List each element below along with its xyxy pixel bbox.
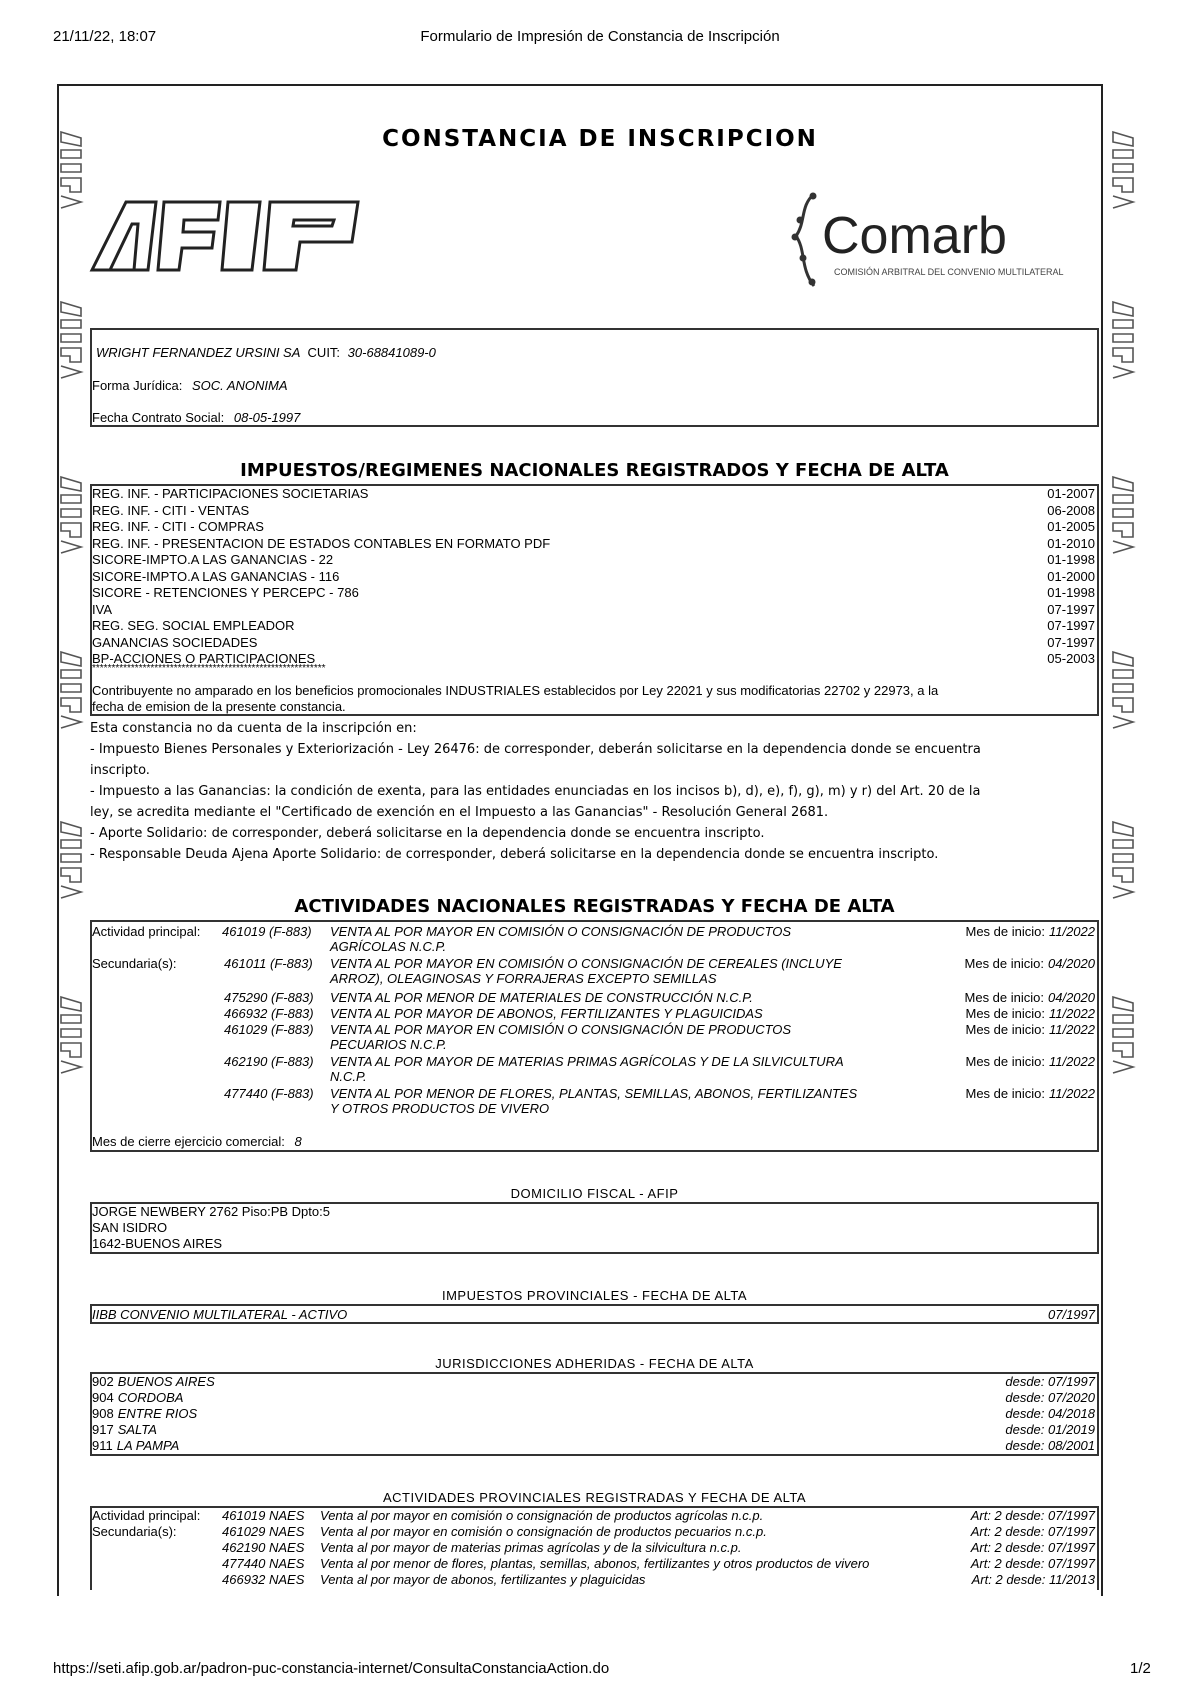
afip-side-mark bbox=[58, 650, 84, 730]
actividad-desc-1: VENTA AL POR MAYOR DE MATERIAS PRIMAS AGRÍCOLAS Y DE LA SILVICULTURA bbox=[330, 1054, 844, 1069]
impuesto-name: SICORE-IMPTO.A LAS GANANCIAS - 116 bbox=[92, 568, 340, 584]
jurisdiccion-desde: desde: 01/2019 bbox=[1005, 1422, 1095, 1437]
domicilio-line: SAN ISIDRO bbox=[92, 1220, 168, 1235]
jurisdiccion-desde: desde: 04/2018 bbox=[1005, 1406, 1095, 1421]
mes-label: Mes de inicio: bbox=[965, 1086, 1045, 1101]
taxpayer-box bbox=[90, 328, 1099, 427]
secundaria-label: Secundaria(s): bbox=[92, 956, 177, 971]
actprov-label: Actividad principal: bbox=[92, 1508, 201, 1523]
comarb-logo bbox=[786, 190, 1106, 290]
actprov-desc: Venta al por mayor en comisión o consignación de productos pecuarios n.c.p. bbox=[320, 1524, 767, 1539]
forma-label: Forma Jurídica: bbox=[92, 378, 183, 393]
prov-box bbox=[90, 1304, 1099, 1324]
impuesto-row bbox=[92, 635, 1097, 651]
actividad-mes bbox=[965, 1022, 1095, 1037]
forma-value: SOC. ANONIMA bbox=[191, 378, 288, 393]
cierre-line bbox=[92, 1134, 302, 1149]
impuesto-row bbox=[92, 618, 1097, 634]
actprov-art: Art: 2 desde: 07/1997 bbox=[968, 1540, 1095, 1555]
jurisdiccion-name: ENTRE RIOS bbox=[117, 1406, 198, 1421]
cierre-value: 8 bbox=[294, 1134, 302, 1149]
mes-value: 11/2022 bbox=[1048, 1022, 1095, 1037]
actividad-mes bbox=[965, 924, 1095, 939]
mes-label: Mes de inicio: bbox=[965, 924, 1045, 939]
cuit-value: 30-68841089-0 bbox=[347, 345, 436, 360]
note-line: - Aporte Solidario: de corresponder, deberá solicitarse en la dependencia donde se encuentra inscripto. bbox=[90, 826, 765, 841]
actividad-code: 477440 (F-883) bbox=[224, 1086, 314, 1101]
impuesto-row bbox=[92, 486, 1097, 502]
actividad-desc-1: VENTA AL POR MENOR DE FLORES, PLANTAS, SEMILLAS, ABONOS, FERTILIZANTES bbox=[330, 1086, 858, 1101]
mes-value: 11/2022 bbox=[1048, 1006, 1095, 1021]
actividad-desc bbox=[330, 1086, 1030, 1116]
actividad-code: 461019 (F-883) bbox=[222, 924, 312, 939]
domicilio-title: DOMICILIO FISCAL - AFIP bbox=[510, 1186, 679, 1201]
comarb-wordmark: Comarb bbox=[822, 207, 1007, 265]
actprov-art: Art: 2 desde: 11/2013 bbox=[969, 1572, 1095, 1587]
impuesto-date: 06-2008 bbox=[1047, 502, 1095, 518]
impuesto-date: 01-2000 bbox=[1047, 568, 1095, 584]
note-line: - Responsable Deuda Ajena Aporte Solidario: de corresponder, deberá solicitarse en la dependencia donde se encuentra inscripto. bbox=[90, 847, 939, 862]
afip-side-mark bbox=[58, 820, 84, 900]
prov-row bbox=[92, 1307, 1097, 1323]
impuesto-name: REG. INF. - CITI - COMPRAS bbox=[92, 519, 264, 534]
impuesto-name: REG. INF. - PRESENTACION DE ESTADOS CONTABLES EN FORMATO PDF bbox=[92, 535, 551, 551]
impuesto-date: 01-2010 bbox=[1047, 535, 1095, 551]
note-line: - Impuesto Bienes Personales y Exteriorización - Ley 26476: de corresponder, deberán solicitarse en la dependencia donde se encuentra bbox=[90, 742, 981, 757]
mes-value: 04/2020 bbox=[1048, 956, 1095, 971]
actprov-art: Art: 2 desde: 07/1997 bbox=[968, 1508, 1095, 1523]
afip-side-mark bbox=[58, 300, 84, 380]
impuesto-row bbox=[92, 569, 1097, 585]
print-datetime: 21/11/22, 18:07 bbox=[53, 28, 157, 45]
mes-label: Mes de inicio: bbox=[965, 1054, 1045, 1069]
cuit-label: CUIT: bbox=[307, 345, 341, 360]
actividades-title: ACTIVIDADES NACIONALES REGISTRADAS Y FECHA DE ALTA bbox=[294, 896, 895, 917]
mes-value: 11/2022 bbox=[1048, 924, 1095, 939]
jurisdiccion-desde: desde: 07/1997 bbox=[1005, 1374, 1095, 1389]
actprov-code: 477440 NAES bbox=[222, 1556, 305, 1571]
impuesto-date: 01-2005 bbox=[1047, 519, 1095, 534]
impuestos-note-1: Contribuyente no amparado en los beneficios promocionales INDUSTRIALES establecidos por Ley 22021 y sus modificatorias 22702 y 22973, a la bbox=[92, 683, 939, 698]
jurisdiccion-name: LA PAMPA bbox=[116, 1438, 180, 1453]
impuesto-row bbox=[92, 552, 1097, 568]
fecha-line bbox=[92, 410, 300, 425]
cierre-label: Mes de cierre ejercicio comercial: bbox=[92, 1134, 285, 1149]
mes-label: Mes de inicio: bbox=[965, 1006, 1045, 1021]
actividad-desc bbox=[330, 1006, 1030, 1021]
afip-side-mark bbox=[58, 995, 84, 1075]
note-line: inscripto. bbox=[90, 763, 150, 778]
actprov-art: Art: 2 desde: 07/1997 bbox=[968, 1524, 1095, 1539]
impuesto-date: 05-2003 bbox=[1047, 651, 1095, 666]
impuestos-title: IMPUESTOS/REGIMENES NACIONALES REGISTRADOS Y FECHA DE ALTA bbox=[240, 460, 949, 481]
afip-side-mark bbox=[1110, 995, 1136, 1075]
actividad-desc bbox=[330, 1054, 1030, 1084]
actividad-code: 461011 (F-883) bbox=[224, 956, 313, 971]
doc-title: CONSTANCIA DE INSCRIPCION bbox=[382, 126, 818, 152]
afip-side-mark bbox=[1110, 300, 1136, 380]
actprov-code: 461029 NAES bbox=[222, 1524, 305, 1539]
taxpayer-line bbox=[96, 345, 436, 360]
forma-line bbox=[92, 378, 288, 393]
actividad-code: 475290 (F-883) bbox=[224, 990, 314, 1005]
mes-value: 11/2022 bbox=[1048, 1086, 1095, 1101]
actividad-desc-2: N.C.P. bbox=[330, 1069, 367, 1084]
afip-side-mark bbox=[1110, 820, 1136, 900]
afip-side-mark bbox=[58, 475, 84, 555]
actprov-code: 462190 NAES bbox=[222, 1540, 305, 1555]
impuesto-name: SICORE-IMPTO.A LAS GANANCIAS - 22 bbox=[92, 552, 334, 567]
jurisdiccion-row bbox=[92, 1390, 1097, 1406]
afip-side-mark bbox=[1110, 650, 1136, 730]
mes-label: Mes de inicio: bbox=[965, 1022, 1045, 1037]
impuesto-row bbox=[92, 536, 1097, 552]
principal-label: Actividad principal: bbox=[92, 924, 201, 939]
actividad-desc bbox=[330, 956, 1030, 986]
actividad-desc-2: PECUARIOS N.C.P. bbox=[330, 1037, 447, 1052]
prov-title: IMPUESTOS PROVINCIALES - FECHA DE ALTA bbox=[441, 1288, 748, 1303]
actividad-code: 461029 (F-883) bbox=[224, 1022, 314, 1037]
mes-label: Mes de inicio: bbox=[964, 956, 1044, 971]
jurisdiccion-row bbox=[92, 1422, 1097, 1438]
mes-value: 04/2020 bbox=[1048, 990, 1095, 1005]
jurisdiccion-row bbox=[92, 1438, 1097, 1454]
note-line: ley, se acredita mediante el "Certificado de exención en el Impuesto a las Ganancias" - Resolución General 2681. bbox=[90, 805, 829, 820]
actividad-mes bbox=[965, 990, 1095, 1005]
actividad-desc bbox=[330, 924, 1030, 954]
afip-logo bbox=[88, 198, 360, 274]
actprov-title: ACTIVIDADES PROVINCIALES REGISTRADAS Y FECHA DE ALTA bbox=[382, 1490, 807, 1505]
impuesto-date: 01-1998 bbox=[1047, 585, 1095, 600]
impuesto-date: 07-1997 bbox=[1047, 601, 1095, 617]
actividad-desc bbox=[330, 1022, 1030, 1052]
impuesto-date: 01-2007 bbox=[1047, 486, 1095, 501]
actividad-desc-2: ARROZ), OLEAGINOSAS Y FORRAJERAS EXCEPTO SEMILLAS bbox=[330, 971, 717, 986]
jurisdiccion-row bbox=[92, 1374, 1097, 1390]
actividad-code: 462190 (F-883) bbox=[224, 1054, 314, 1069]
jurisdiccion-code: 908 bbox=[92, 1406, 114, 1421]
actividad-mes bbox=[965, 1086, 1095, 1101]
jurisdiccion-row bbox=[92, 1406, 1097, 1422]
actprov-desc: Venta al por menor de flores, plantas, semillas, abonos, fertilizantes y otros productos de vivero bbox=[320, 1556, 870, 1571]
actividad-desc-1: VENTA AL POR MENOR DE MATERIALES DE CONSTRUCCIÓN N.C.P. bbox=[330, 990, 753, 1005]
impuesto-name: SICORE - RETENCIONES Y PERCEPC - 786 bbox=[92, 585, 359, 600]
actividad-desc-2: Y OTROS PRODUCTOS DE VIVERO bbox=[330, 1101, 550, 1116]
impuesto-name: IVA bbox=[92, 601, 112, 617]
actprov-label: Secundaria(s): bbox=[92, 1524, 177, 1539]
jurisdiccion-code: 902 bbox=[92, 1374, 114, 1389]
actividad-mes bbox=[965, 956, 1095, 971]
actprov-code: 461019 NAES bbox=[222, 1508, 305, 1523]
note-line: - Impuesto a las Ganancias: la condición de exenta, para las entidades enunciadas en los incisos b), d), e), f), g), m) y r) del Art. 20 de la bbox=[90, 784, 981, 799]
impuestos-box bbox=[90, 484, 1099, 716]
actprov-box bbox=[90, 1506, 1099, 1590]
impuesto-row bbox=[92, 519, 1097, 535]
actividad-desc-1: VENTA AL POR MAYOR DE ABONOS, FERTILIZANTES Y PLAGUICIDAS bbox=[330, 1006, 763, 1021]
jurisdiccion-desde: desde: 07/2020 bbox=[1005, 1390, 1095, 1405]
actprov-art: Art: 2 desde: 07/1997 bbox=[968, 1556, 1095, 1571]
fecha-value: 08-05-1997 bbox=[233, 410, 301, 425]
jurisdiccion-code: 917 bbox=[92, 1422, 114, 1437]
impuesto-row bbox=[92, 585, 1097, 601]
prov-date: 07/1997 bbox=[1048, 1307, 1095, 1322]
jurisdiccion-name: BUENOS AIRES bbox=[117, 1374, 215, 1389]
actividad-desc-1: VENTA AL POR MAYOR EN COMISIÓN O CONSIGNACIÓN DE CEREALES (INCLUYE bbox=[330, 956, 842, 971]
juris-box bbox=[90, 1372, 1099, 1456]
stars-line: ************************************************************ bbox=[92, 664, 326, 674]
actividades-box bbox=[90, 920, 1099, 1152]
impuesto-row bbox=[92, 503, 1097, 519]
print-title: Formulario de Impresión de Constancia de Inscripción bbox=[420, 28, 780, 45]
actividad-desc-2: AGRÍCOLAS N.C.P. bbox=[330, 939, 447, 954]
impuesto-name: REG. INF. - PARTICIPACIONES SOCIETARIAS bbox=[92, 486, 369, 501]
actividad-desc-1: VENTA AL POR MAYOR EN COMISIÓN O CONSIGNACIÓN DE PRODUCTOS bbox=[330, 1022, 792, 1037]
actividad-desc bbox=[330, 990, 1030, 1005]
domicilio-box bbox=[90, 1202, 1099, 1254]
mes-value: 11/2022 bbox=[1048, 1054, 1095, 1069]
actprov-desc: Venta al por mayor de abonos, fertilizantes y plaguicidas bbox=[320, 1572, 646, 1587]
jurisdiccion-name: CORDOBA bbox=[117, 1390, 184, 1405]
domicilio-line: JORGE NEWBERY 2762 Piso:PB Dpto:5 bbox=[92, 1204, 330, 1219]
actividad-code: 466932 (F-883) bbox=[224, 1006, 314, 1021]
domicilio-line: 1642-BUENOS AIRES bbox=[92, 1236, 223, 1251]
actprov-desc: Venta al por mayor de materias primas agrícolas y de la silvicultura n.c.p. bbox=[320, 1540, 742, 1555]
actividad-mes bbox=[965, 1006, 1095, 1021]
notes-block bbox=[90, 718, 1099, 865]
impuesto-row bbox=[92, 602, 1097, 618]
fecha-label: Fecha Contrato Social: bbox=[92, 410, 225, 425]
impuestos-note-2: fecha de emision de la presente constancia. bbox=[92, 699, 346, 714]
jurisdiccion-name: SALTA bbox=[117, 1422, 157, 1437]
note-line: Esta constancia no da cuenta de la inscripción en: bbox=[90, 721, 417, 736]
jurisdiccion-desde: desde: 08/2001 bbox=[1005, 1438, 1095, 1453]
actprov-code: 466932 NAES bbox=[222, 1572, 305, 1587]
impuesto-date: 07-1997 bbox=[1047, 618, 1095, 633]
actprov-desc: Venta al por mayor en comisión o consignación de productos agrícolas n.c.p. bbox=[320, 1508, 764, 1523]
actividad-desc-1: VENTA AL POR MAYOR EN COMISIÓN O CONSIGNACIÓN DE PRODUCTOS bbox=[330, 924, 792, 939]
impuesto-name: GANANCIAS SOCIEDADES bbox=[92, 634, 258, 650]
juris-title: JURISDICCIONES ADHERIDAS - FECHA DE ALTA bbox=[435, 1356, 754, 1371]
actividad-mes bbox=[965, 1054, 1095, 1069]
impuesto-name: BP-ACCIONES O PARTICIPACIONES bbox=[92, 651, 316, 666]
taxpayer-name: WRIGHT FERNANDEZ URSINI SA bbox=[96, 345, 300, 360]
afip-side-mark bbox=[1110, 475, 1136, 555]
prov-name: IIBB CONVENIO MULTILATERAL - ACTIVO bbox=[92, 1307, 348, 1322]
footer-url[interactable]: https://seti.afip.gob.ar/padron-puc-constancia-internet/ConsultaConstanciaAction.do bbox=[53, 1660, 610, 1677]
footer-page: 1/2 bbox=[1130, 1660, 1151, 1677]
impuesto-date: 07-1997 bbox=[1047, 634, 1095, 650]
jurisdiccion-code: 911 bbox=[92, 1438, 113, 1453]
impuesto-date: 01-1998 bbox=[1047, 552, 1095, 567]
impuesto-name: REG. SEG. SOCIAL EMPLEADOR bbox=[92, 618, 295, 633]
comarb-subtitle: COMISIÓN ARBITRAL DEL CONVENIO MULTILATERAL bbox=[834, 267, 1064, 277]
impuesto-name: REG. INF. - CITI - VENTAS bbox=[92, 502, 250, 518]
jurisdiccion-code: 904 bbox=[92, 1390, 114, 1405]
mes-label: Mes de inicio: bbox=[964, 990, 1044, 1005]
